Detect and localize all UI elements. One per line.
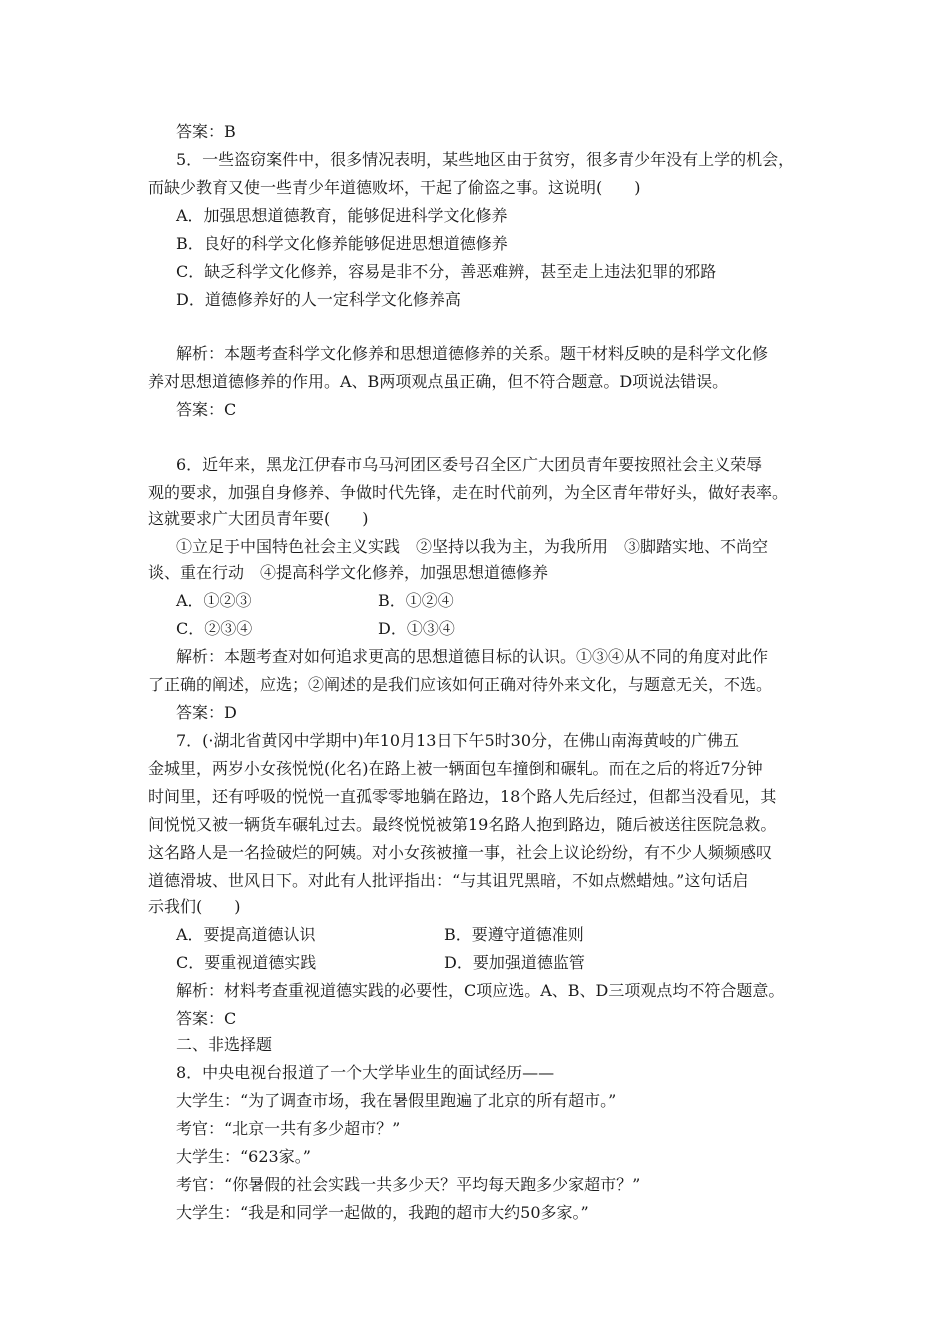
question-7-line-4: 间悦悦又被一辆货车碾轧过去。最终悦悦被第19名路人抱到路边，随后被送往医院急救。 bbox=[148, 815, 777, 834]
q5-option-c: C．缺乏科学文化修养，容易是非不分，善恶难辨，甚至走上违法犯罪的邪路 bbox=[176, 262, 717, 281]
q6-option-b: B．①②④ bbox=[378, 591, 454, 610]
question-8-intro: 8．中央电视台报道了一个大学毕业生的面试经历—— bbox=[176, 1063, 555, 1082]
q6-statements-line-1: ①立足于中国特色社会主义实践 ②坚持以我为主，为我所用 ③脚踏实地、不尚空 bbox=[176, 537, 769, 556]
q5-option-a: A．加强思想道德教育，能够促进科学文化修养 bbox=[176, 206, 508, 225]
q5-option-b: B．良好的科学文化修养能够促进思想道德修养 bbox=[176, 234, 508, 253]
q5-option-d: D．道德修养好的人一定科学文化修养高 bbox=[176, 290, 461, 309]
section-heading: 二、非选择题 bbox=[176, 1035, 273, 1054]
answer-7: 答案：C bbox=[176, 1009, 237, 1028]
question-6-line-3: 这就要求广大团员青年要( ) bbox=[148, 509, 369, 528]
question-5-line-1: 5．一些盗窃案件中，很多情况表明，某些地区由于贫穷，很多青少年没有上学的机会， bbox=[176, 150, 795, 169]
q7-option-c: C．要重视道德实践 bbox=[176, 953, 317, 972]
q5-analysis-line-1: 解析：本题考查科学文化修养和思想道德修养的关系。题干材料反映的是科学文化修 bbox=[176, 344, 769, 363]
q6-option-d: D．①③④ bbox=[378, 619, 455, 638]
dialogue-line-4: 考官：“你暑假的社会实践一共多少天？平均每天跑多少家超市？” bbox=[176, 1175, 641, 1194]
question-7-line-5: 这名路人是一名捡破烂的阿姨。对小女孩被撞一事，社会上议论纷纷，有不少人频频感叹 bbox=[148, 843, 773, 862]
question-7-line-1: 7．(·湖北省黄冈中学期中)年10月13日下午5时30分，在佛山南海黄岐的广佛五 bbox=[176, 731, 740, 750]
dialogue-line-2: 考官：“北京一共有多少超市？” bbox=[176, 1119, 401, 1138]
question-7-line-6: 道德滑坡、世风日下。对此有人批评指出：“与其诅咒黑暗，不如点燃蜡烛。”这句话启 bbox=[148, 871, 749, 890]
answer-4: 答案：B bbox=[176, 122, 236, 141]
q6-option-a: A．①②③ bbox=[176, 591, 252, 610]
q7-option-d: D．要加强道德监管 bbox=[444, 953, 585, 972]
answer-6: 答案：D bbox=[176, 703, 237, 722]
q5-analysis-line-2: 养对思想道德修养的作用。A、B两项观点虽正确，但不符合题意。D项说法错误。 bbox=[148, 372, 729, 391]
question-7-line-3: 时间里，还有呼吸的悦悦一直孤零零地躺在路边，18个路人先后经过，但都当没看见，其 bbox=[148, 787, 777, 806]
question-7-line-7: 示我们( ) bbox=[148, 897, 241, 916]
q6-option-c: C．②③④ bbox=[176, 619, 253, 638]
q7-option-a: A．要提高道德认识 bbox=[176, 925, 316, 944]
question-6-line-2: 观的要求，加强自身修养、争做时代先锋，走在时代前列，为全区青年带好头，做好表率。 bbox=[148, 483, 789, 502]
question-6-line-1: 6．近年来，黑龙江伊春市乌马河团区委号召全区广大团员青年要按照社会主义荣辱 bbox=[176, 455, 763, 474]
dialogue-line-5: 大学生：“我是和同学一起做的，我跑的超市大约50多家。” bbox=[176, 1203, 589, 1222]
question-5-line-2: 而缺少教育又使一些青少年道德败坏，干起了偷盗之事。这说明( ) bbox=[148, 178, 641, 197]
q6-analysis-line-1: 解析：本题考查对如何追求更高的思想道德目标的认识。①③④从不同的角度对此作 bbox=[176, 647, 769, 666]
question-7-line-2: 金城里，两岁小女孩悦悦(化名)在路上被一辆面包车撞倒和碾轧。而在之后的将近7分钟 bbox=[148, 759, 763, 778]
q7-option-b: B．要遵守道德准则 bbox=[444, 925, 584, 944]
dialogue-line-1: 大学生：“为了调查市场，我在暑假里跑遍了北京的所有超市。” bbox=[176, 1091, 617, 1110]
q6-analysis-line-2: 了正确的阐述，应选；②阐述的是我们应该如何正确对待外来文化，与题意无关，不选。 bbox=[148, 675, 773, 694]
dialogue-line-3: 大学生：“623家。” bbox=[176, 1147, 311, 1166]
q6-statements-line-2: 谈、重在行动 ④提高科学文化修养，加强思想道德修养 bbox=[148, 563, 549, 582]
q7-analysis: 解析：材料考查重视道德实践的必要性，C项应选。A、B、D三项观点均不符合题意。 bbox=[176, 981, 785, 1000]
answer-5: 答案：C bbox=[176, 400, 237, 419]
